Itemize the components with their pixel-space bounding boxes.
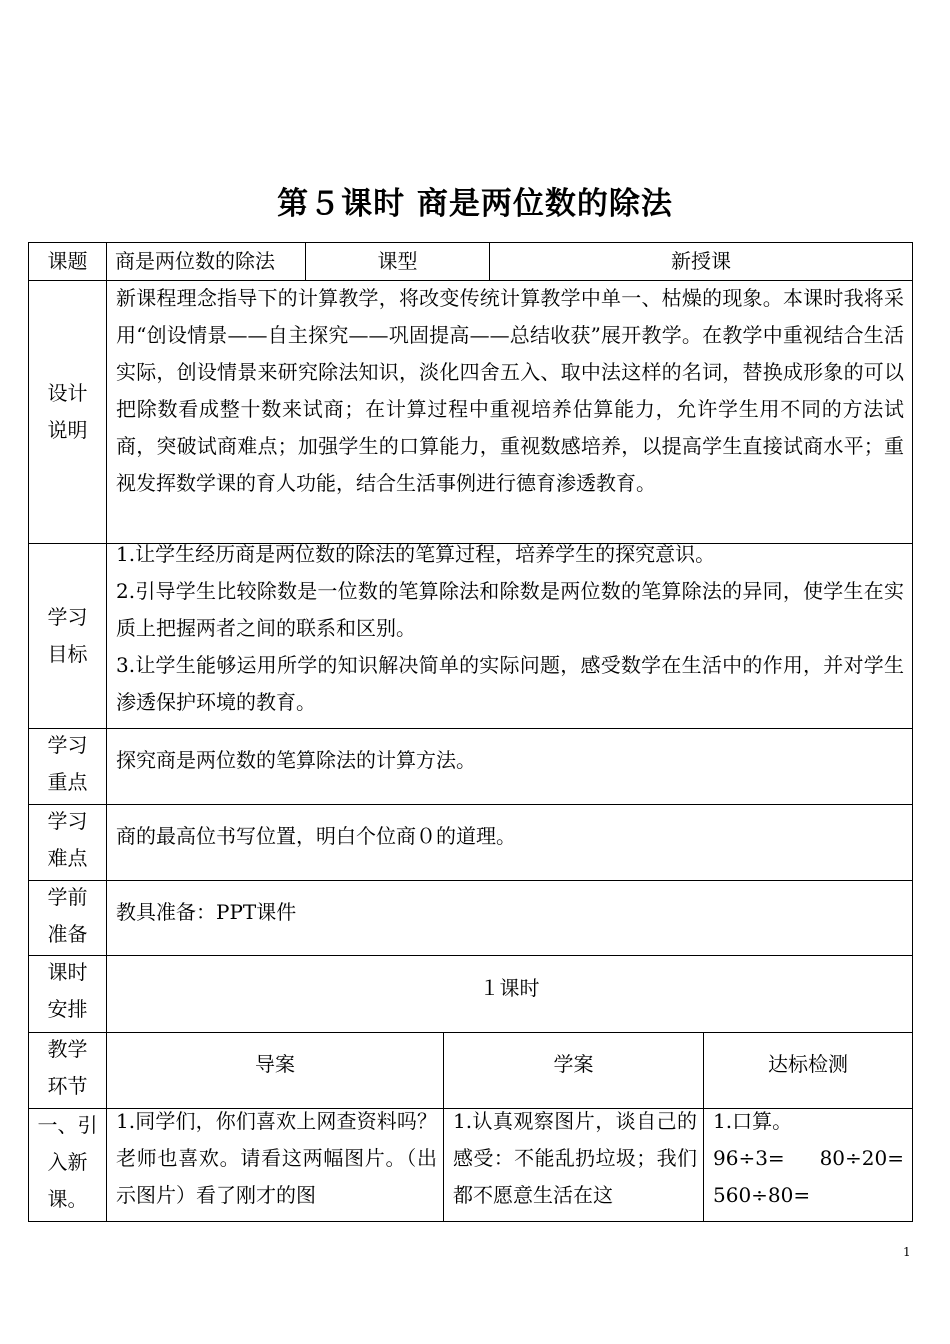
difficulty-label-line1: 学习 [47, 809, 88, 833]
intro-check-title: 1.口算。 [713, 1109, 793, 1133]
intro-study-text: 1.认真观察图片，谈自己的感受：不能乱扔垃圾；我们都不愿意生活在这 [453, 1109, 697, 1207]
prep-value: 教具准备：PPT课件 [116, 900, 297, 924]
goals-text [107, 536, 912, 726]
schedule-text [107, 970, 912, 1010]
focus-label-line2: 重点 [47, 770, 88, 794]
lesson-type-label [306, 243, 489, 280]
focus-label-line1: 学习 [47, 733, 88, 757]
page-title: 第５课时 商是两位数的除法 [277, 186, 673, 222]
difficulty-value: 商的最高位书写位置，明白个位商０的道理。 [116, 824, 516, 848]
intro-study [444, 1103, 703, 1221]
intro-check [704, 1103, 912, 1221]
lesson-type-label-text: 课型 [377, 249, 418, 273]
prep-label [29, 876, 106, 956]
schedule-label-line2: 安排 [47, 997, 88, 1021]
design-label-line2: 说明 [47, 418, 88, 442]
guide-header-text: 导案 [255, 1052, 295, 1076]
schedule-label-line1: 课时 [47, 960, 88, 984]
table-line [28, 880, 913, 881]
schedule-label [29, 951, 106, 1031]
goals-label-line2: 目标 [47, 642, 88, 666]
intro-check-item: 96÷3= [713, 1146, 785, 1170]
difficulty-label [29, 800, 106, 880]
topic-label [29, 243, 106, 280]
prep-text [107, 894, 912, 934]
steps-label-line2: 环节 [47, 1074, 88, 1098]
goal-item-3: 3.让学生能够运用所学的知识解决简单的实际问题，感受数学在生活中的作用，并对学生渗透保护环境的教育。 [116, 653, 904, 714]
intro-guide-text: 1.同学们，你们喜欢上网查资料吗？老师也喜欢。请看这两幅图片。（出示图片）看了刚才的图 [116, 1109, 437, 1207]
design-label [29, 281, 106, 543]
focus-label [29, 724, 106, 804]
steps-label-line1: 教学 [47, 1037, 88, 1061]
topic-value-text: 商是两位数的除法 [115, 249, 275, 273]
guide-header [107, 1046, 443, 1086]
intro-label-line1: 一、引 [37, 1113, 98, 1137]
design-paragraph: 新课程理念指导下的计算教学，将改变传统计算教学中单一、枯燥的现象。本课时我将采用“创设情景——自主探究——巩固提高——总结收获”展开教学。在教学中重视结合生活实际，创设情景来研究除法知识，淡化四舍五入、取中法这样的名词，替换成形象的可以把除数看成整十数来试商；在计算过程中重视培养估算能力，允许学生用不同的方法试商，突破试商难点；加强学生的口算能力，重视数感培养，以提高学生直接试商水平；重视发挥数学课的育人功能，结合生活事例进行德育渗透教育。 [116, 286, 904, 495]
intro-guide [107, 1103, 443, 1221]
intro-label-line2: 入新 [47, 1150, 88, 1174]
table-line [28, 1221, 913, 1222]
check-header [704, 1046, 912, 1086]
topic-value [107, 243, 305, 280]
table-line [28, 728, 913, 729]
topic-label-text: 课题 [47, 249, 88, 273]
intro-label-line3: 课。 [47, 1187, 88, 1211]
schedule-value: １课时 [479, 976, 540, 1000]
lesson-type-value-text: 新授课 [671, 249, 731, 273]
page-number: 1 [903, 1245, 911, 1259]
study-header [444, 1046, 703, 1086]
focus-value: 探究商是两位数的笔算除法的计算方法。 [116, 748, 476, 772]
table-line [28, 1032, 913, 1033]
table-line [28, 955, 913, 956]
prep-label-line2: 准备 [47, 922, 88, 946]
goals-label [29, 544, 106, 728]
prep-label-line1: 学前 [47, 885, 88, 909]
intro-label [29, 1104, 106, 1221]
difficulty-label-line2: 难点 [47, 846, 88, 870]
difficulty-text [107, 818, 912, 858]
steps-label [29, 1028, 106, 1108]
table-line [28, 804, 913, 805]
lesson-type-value [490, 243, 912, 280]
table-line [912, 242, 913, 1222]
intro-check-item: 560÷80= [713, 1183, 811, 1207]
study-header-text: 学案 [553, 1052, 594, 1076]
goal-item-1: 1.让学生经历商是两位数的除法的笔算过程，培养学生的探究意识。 [116, 542, 716, 566]
goals-label-line1: 学习 [47, 605, 88, 629]
design-label-line1: 设计 [47, 381, 88, 405]
focus-text [107, 742, 912, 782]
check-header-text: 达标检测 [768, 1052, 848, 1076]
design-text [107, 280, 912, 542]
intro-check-item: 80÷20= [819, 1146, 904, 1170]
goal-item-2: 2.引导学生比较除数是一位数的笔算除法和除数是两位数的笔算除法的异同，使学生在实质上把握两者之间的联系和区别。 [116, 579, 904, 640]
intro-check-row [713, 1140, 904, 1177]
